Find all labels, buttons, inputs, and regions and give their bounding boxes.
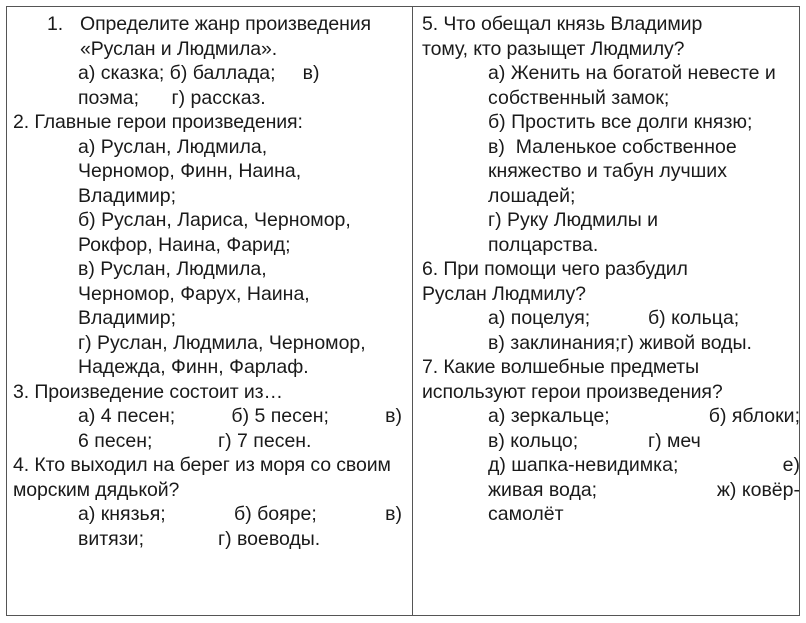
question-7-option-f-text: живая вода; (488, 478, 598, 501)
question-4-options-line1 (13, 502, 408, 527)
question-2-option-b: б) Руслан, Лариса, Черномор, Рокфор, Наина, Фарид; (78, 209, 351, 256)
question-6-options-line2: в) заклинания;г) живой воды. (488, 331, 752, 354)
question-6-option-a: а) поцелуя; (488, 307, 591, 329)
question-7-option-a: а) зеркальце; (488, 405, 610, 427)
question-2-option-c: в) Руслан, Людмила, Черномор, Фарух, Наина, Владимир; (78, 258, 310, 329)
question-6-title: 6. При помощи чего разбудил Руслан Людмилу? (422, 258, 688, 305)
question-7-options-line2 (422, 429, 800, 454)
question-7-title: 7. Какие волшебные предметы используют герои произведения? (422, 356, 723, 403)
question-7-option-e: д) шапка-невидимка; (488, 454, 679, 476)
question-1-options-line2: поэма; г) рассказ. (78, 86, 266, 109)
question-5-title: 5. Что обещал князь Владимир тому, кто разыщет Людмилу? (422, 13, 703, 60)
column-divider (412, 6, 413, 616)
question-4-option-c-label: в) (385, 503, 402, 525)
question-3-options-line2 (13, 429, 408, 454)
question-7-option-b: б) яблоки; (708, 405, 800, 427)
question-5-option-d: г) Руку Людмилы и полцарства. (488, 209, 659, 256)
question-4-options-line2 (13, 527, 408, 552)
question-4-option-b: б) бояре; (234, 503, 317, 525)
question-7-option-c: в) кольцо; (488, 429, 579, 452)
question-1-number: 1. (47, 13, 64, 35)
question-2-title: 2. Главные герои произведения: (13, 111, 303, 133)
question-3-options-line1 (13, 404, 408, 429)
question-3-option-c-label: в) (385, 405, 402, 427)
question-7-options-line5: самолёт (488, 503, 564, 525)
question-2-option-d: г) Руслан, Людмила, Черномор, Надежда, Финн, Фарлаф. (78, 331, 366, 378)
question-3-title: 3. Произведение состоит из… (13, 380, 283, 403)
question-1 (13, 12, 408, 61)
question-7-options-line1 (422, 404, 800, 429)
question-3-option-b: б) 5 песен; (231, 405, 329, 427)
question-4-title: 4. Кто выходил на берег из моря со своим морским дядькой? (13, 454, 391, 501)
question-4-option-a: а) князья; (78, 503, 166, 525)
question-6-options-line1 (422, 306, 800, 331)
question-7-options-line3 (422, 453, 800, 478)
question-6-option-b: б) кольца; (648, 307, 740, 329)
question-7-options-line4 (422, 478, 800, 503)
question-4-option-d: г) воеводы. (218, 527, 321, 550)
left-column (13, 12, 408, 551)
question-1-title: Определите жанр произведения «Руслан и Людмила». (80, 13, 372, 60)
question-1-options-line1: а) сказка; б) баллада; в) (78, 62, 320, 84)
right-column (422, 12, 800, 527)
question-3-option-a: а) 4 песен; (78, 405, 176, 427)
question-2-option-a: а) Руслан, Людмила, Черномор, Финн, Наина, Владимир; (78, 135, 302, 207)
question-3-option-c-text: 6 песен; (78, 429, 153, 452)
question-4-option-c-text: витязи; (78, 527, 144, 550)
question-7-option-g: ж) ковёр- (716, 478, 800, 501)
question-7-option-f-label: е) (782, 454, 800, 476)
question-7-option-d: г) меч (648, 429, 701, 452)
question-5-option-a: а) Женить на богатой невесте и собственный замок; (488, 62, 776, 109)
question-5-option-c: в) Маленькое собственное княжество и табун лучших лошадей; (488, 135, 743, 207)
question-5-option-b: б) Простить все долги князю; (488, 111, 753, 133)
question-3-option-d: г) 7 песен. (218, 429, 312, 452)
